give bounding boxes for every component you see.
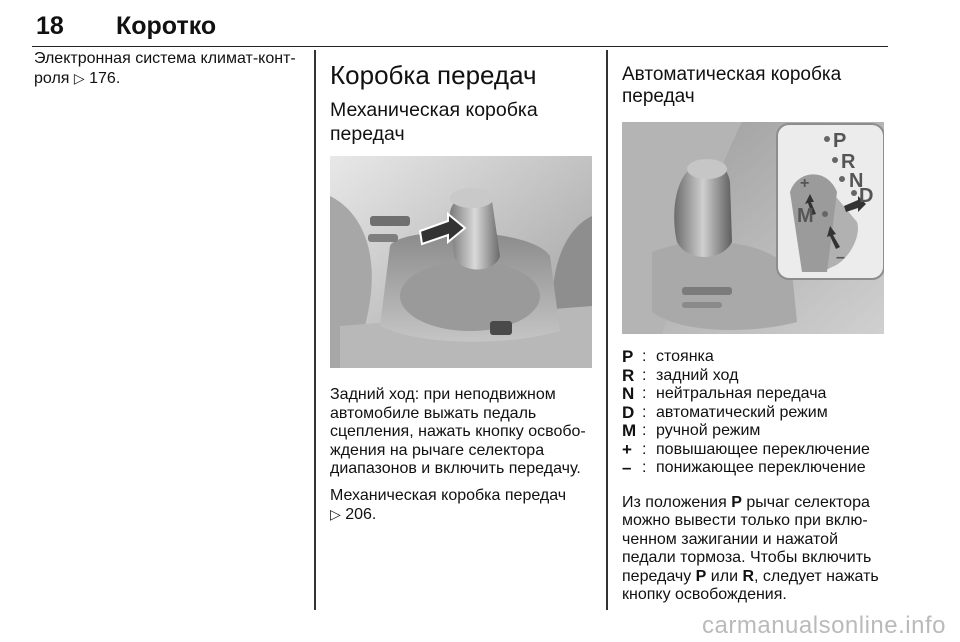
inset-label-d: D xyxy=(859,185,874,207)
section-title: Коротко xyxy=(116,12,217,40)
legend-row: D : автоматический режим xyxy=(622,404,890,423)
page-link[interactable]: 206. xyxy=(340,506,377,523)
section-heading: Коробка передач xyxy=(330,60,537,90)
column-right xyxy=(622,50,890,605)
legend-symbol: + xyxy=(622,439,632,459)
park-release-instructions: Из положения P рычаг селектора можно вывести только при вклю- ченном зажигании и нажатой педали тормоза. Чтобы включить передачу P или R, следует нажать кнопку освобождения. xyxy=(622,493,879,603)
manual-gearbox-figure xyxy=(330,156,592,368)
legend-description: ручной режим xyxy=(656,422,761,439)
inset-label-r: R xyxy=(841,151,856,173)
automatic-gear-shifter-illustration xyxy=(622,122,884,334)
legend-description: автоматический режим xyxy=(656,403,828,421)
legend-symbol: D xyxy=(622,402,635,422)
inset-label-n: N xyxy=(849,170,864,192)
page-reference-arrow-icon: ▷ xyxy=(330,506,341,522)
legend-symbol: R xyxy=(622,365,635,385)
subsection-heading: Механическая коробка передач xyxy=(330,99,538,145)
column-middle xyxy=(330,50,598,525)
inset-label-minus: – xyxy=(836,249,845,266)
column-left xyxy=(34,50,299,88)
column-divider xyxy=(606,50,608,610)
page-link[interactable]: 176. xyxy=(84,69,121,87)
legend-symbol: – xyxy=(622,458,632,477)
inset-label-plus: + xyxy=(800,175,810,192)
climate-control-reference: Электронная система климат-конт- роля ▷ 176. xyxy=(34,50,296,87)
legend-description: повышающее переключение xyxy=(656,440,870,458)
manual-gear-shifter-illustration xyxy=(330,156,592,368)
legend-row: P : стоянка xyxy=(622,348,890,367)
automatic-gearbox-figure xyxy=(622,122,884,334)
inset-label-m: M xyxy=(797,205,814,227)
section-heading: Автоматическая коробка передач xyxy=(622,64,842,107)
legend-row: N : нейтральная передача xyxy=(622,385,890,404)
legend-row: M : ручной режим xyxy=(622,422,890,441)
column-divider xyxy=(314,50,316,610)
legend-row: R : задний ход xyxy=(622,367,890,386)
legend-description: стоянка xyxy=(656,348,714,365)
legend-row: + : повышающее переключение xyxy=(622,441,890,460)
reverse-gear-instructions: Задний ход: при неподвижном автомобиле выжать педаль сцепления, нажать кнопку освобо- ждения на рычаге селектора диапазонов и включить передачу. xyxy=(330,386,586,477)
legend-description: задний ход xyxy=(656,366,739,384)
legend-description: нейтральная передача xyxy=(656,385,827,402)
manual-gearbox-reference: Механическая коробка передач ▷ 206. xyxy=(330,486,567,523)
inset-label-p: P xyxy=(833,130,847,152)
gear-position-legend xyxy=(622,348,890,478)
legend-description: понижающее переключение xyxy=(656,459,866,476)
page-header xyxy=(32,6,888,47)
legend-row: – : понижающее переключение xyxy=(622,459,890,478)
page-number: 18 xyxy=(36,12,64,40)
legend-symbol: M xyxy=(622,421,637,440)
page-reference-arrow-icon: ▷ xyxy=(73,69,85,86)
watermark: carmanualsonline.info xyxy=(702,612,946,639)
legend-symbol: P xyxy=(622,347,634,366)
legend-symbol: N xyxy=(622,384,635,403)
